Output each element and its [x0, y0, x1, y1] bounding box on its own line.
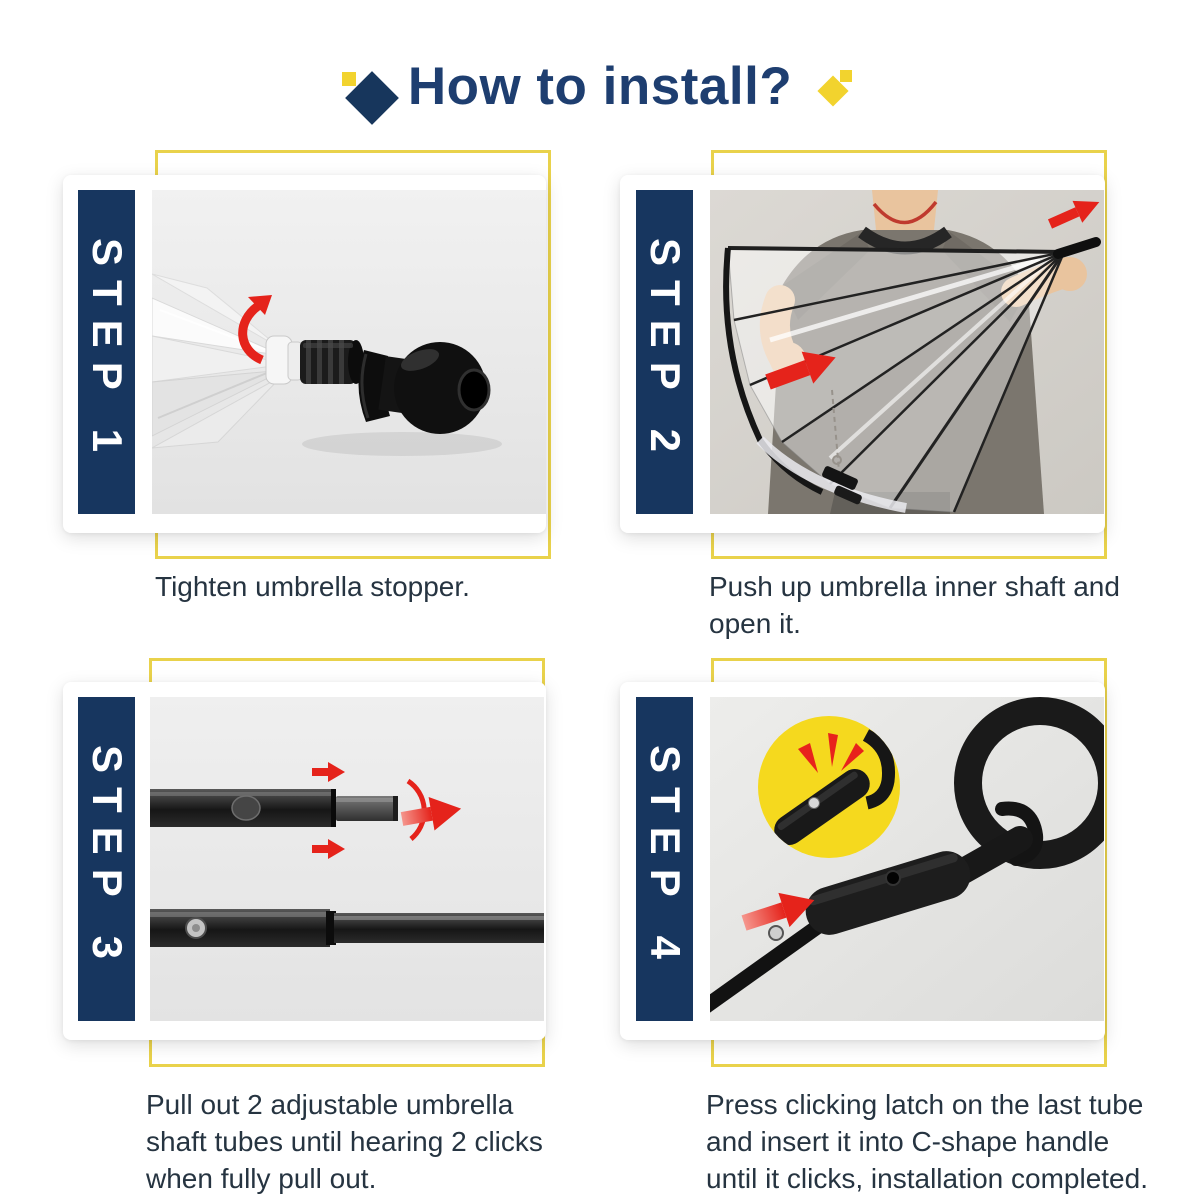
step-caption	[709, 568, 1120, 642]
step-label: STEP 3	[83, 745, 131, 973]
step-caption	[146, 1086, 543, 1197]
caption-line: open it.	[709, 608, 801, 639]
caption-line: Push up umbrella inner shaft and	[709, 571, 1120, 602]
caption-line: Tighten umbrella stopper.	[155, 571, 470, 602]
step-photo	[710, 190, 1104, 514]
step-banner	[636, 190, 693, 514]
lower-tube	[150, 909, 544, 947]
step-photo	[150, 697, 544, 1021]
step-photo	[152, 190, 546, 514]
step-label: STEP 4	[641, 745, 689, 973]
caption-line: when fully pull out.	[146, 1163, 377, 1194]
yellow-square-icon	[840, 70, 852, 82]
step-label: STEP 1	[83, 238, 131, 466]
c-handle-illustration	[710, 697, 1104, 1021]
step-banner	[78, 697, 135, 1021]
caption-line: Pull out 2 adjustable umbrella	[146, 1089, 514, 1120]
step-banner	[636, 697, 693, 1021]
step-caption	[155, 568, 470, 605]
tighten-stopper-illustration	[152, 190, 546, 514]
open-umbrella-illustration	[710, 190, 1104, 514]
step-photo	[710, 697, 1104, 1021]
step-banner	[78, 190, 135, 514]
caption-line: Press clicking latch on the last tube	[706, 1089, 1144, 1120]
page-title: How to install?	[407, 57, 793, 116]
caption-line: and insert it into C-shape handle	[706, 1126, 1110, 1157]
caption-line: shaft tubes until hearing 2 clicks	[146, 1126, 543, 1157]
shaft-tubes-illustration	[150, 697, 544, 1021]
caption-line: until it clicks, installation completed.	[706, 1163, 1148, 1194]
step-label: STEP 2	[641, 238, 689, 466]
step-caption	[706, 1086, 1148, 1197]
screw-tip	[300, 340, 364, 384]
